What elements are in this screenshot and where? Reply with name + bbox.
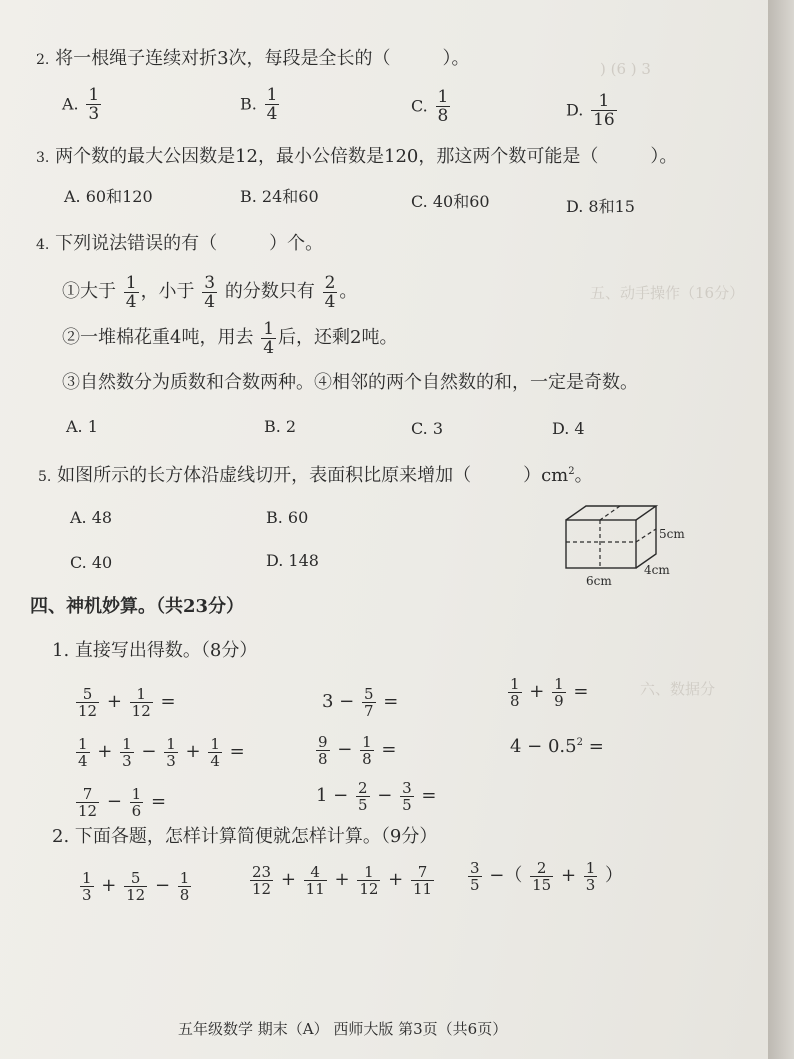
q4-statement-3-4: ③自然数分为质数和合数两种。④相邻的两个自然数的和，一定是奇数。 [62,372,638,393]
expr-3: $\frac{1}{8}$ + $\frac{1}{9}$ = [510,674,589,710]
expr-6: $4 - 0.5^2$ = [510,736,604,757]
cut-line-top [600,506,620,520]
calc-1: $\frac{1}{3}$ + $\frac{5}{12}$ − $\frac{1}{8}$ [82,868,190,904]
q4-option-d[interactable]: D. 4 [552,419,585,438]
q2-option-a[interactable]: A. $\frac{1}{3}$ [62,85,100,124]
cuboid-side-face [636,506,656,568]
q3-option-a[interactable]: A. 60和120 [64,187,153,206]
q4-option-b[interactable]: B. 2 [264,417,297,436]
q5-stem: 5. 如图所示的长方体沿虚线切开，表面积比原来增加（ ）$cm^2$。 [38,465,593,486]
calc-3: $\frac{3}{5}$ −（ $\frac{2}{15}$ + $\frac{1}{3}$ ） [470,858,624,894]
q5-option-d[interactable]: D. 148 [266,551,319,570]
q4-option-c[interactable]: C. 3 [411,419,444,438]
page-footer: 五年级数学 期末（A） 西师大版 第3页（共6页） [178,1020,508,1038]
section-4-title: 四、神机妙算。（共23分） [30,596,245,617]
part-1-title: 1. 直接写出得数。（8分） [52,640,258,661]
part-2-title: 2. 下面各题，怎样计算简便就怎样计算。（9分） [52,826,438,847]
expr-8: 1 − $\frac{2}{5}$ − $\frac{3}{5}$ = [316,778,437,814]
cuboid-top-face [566,506,656,520]
q5-option-a[interactable]: A. 48 [70,508,113,527]
q2-option-b[interactable]: B. $\frac{1}{4}$ [240,85,278,124]
q5-option-b[interactable]: B. 60 [266,508,309,527]
expr-1: $\frac{5}{12}$ + $\frac{1}{12}$ = [78,684,176,720]
q2-option-d[interactable]: D. $\frac{1}{16}$ [566,91,615,130]
q5-option-c[interactable]: C. 40 [70,553,113,572]
q3-option-b[interactable]: B. 24和60 [240,187,319,206]
q4-option-a[interactable]: A. 1 [66,417,98,436]
q3-option-c[interactable]: C. 40和60 [411,192,490,211]
q2-option-c[interactable]: C. $\frac{1}{8}$ [411,87,449,126]
q3-option-d[interactable]: D. 8和15 [566,197,635,216]
page-edge-shadow [768,0,794,1059]
q4-stem: 4. 下列说法错误的有（ ）个。 [36,233,324,254]
q4-statement-2: ②一堆棉花重4吨，用去 $\frac{1}{4}$ 后，还剩2吨。 [62,318,398,358]
q2-stem: 2. 将一根绳子连续对折3次，每段是全长的（ ）。 [36,48,470,69]
q3-stem: 3. 两个数的最大公因数是12，最小公倍数是120，那这两个数可能是（ ）。 [36,146,678,167]
cuboid-figure [556,498,696,590]
label-height: 5cm [659,527,685,541]
label-width: 6cm [586,574,612,588]
expr-5: $\frac{9}{8}$ − $\frac{1}{8}$ = [318,732,397,768]
cuboid-front-face [566,520,636,568]
calc-2: $\frac{23}{12}$ + $\frac{4}{11}$ + $\frac{1}{12}$ + $\frac{7}{11}$ [252,862,433,898]
cut-line-side [636,529,656,542]
expr-4: $\frac{1}{4}$ + $\frac{1}{3}$ − $\frac{1}{3}$ + $\frac{1}{4}$ = [78,734,245,770]
q4-statement-1: ①大于 $\frac{1}{4}$ ，小于 $\frac{3}{4}$ 的分数只有 $\frac{2}{4}$ 。 [62,272,358,312]
expr-2: 3 − $\frac{5}{7}$ = [322,684,399,720]
expr-7: $\frac{7}{12}$ − $\frac{1}{6}$ = [78,784,167,820]
label-depth: 4cm [644,563,670,577]
